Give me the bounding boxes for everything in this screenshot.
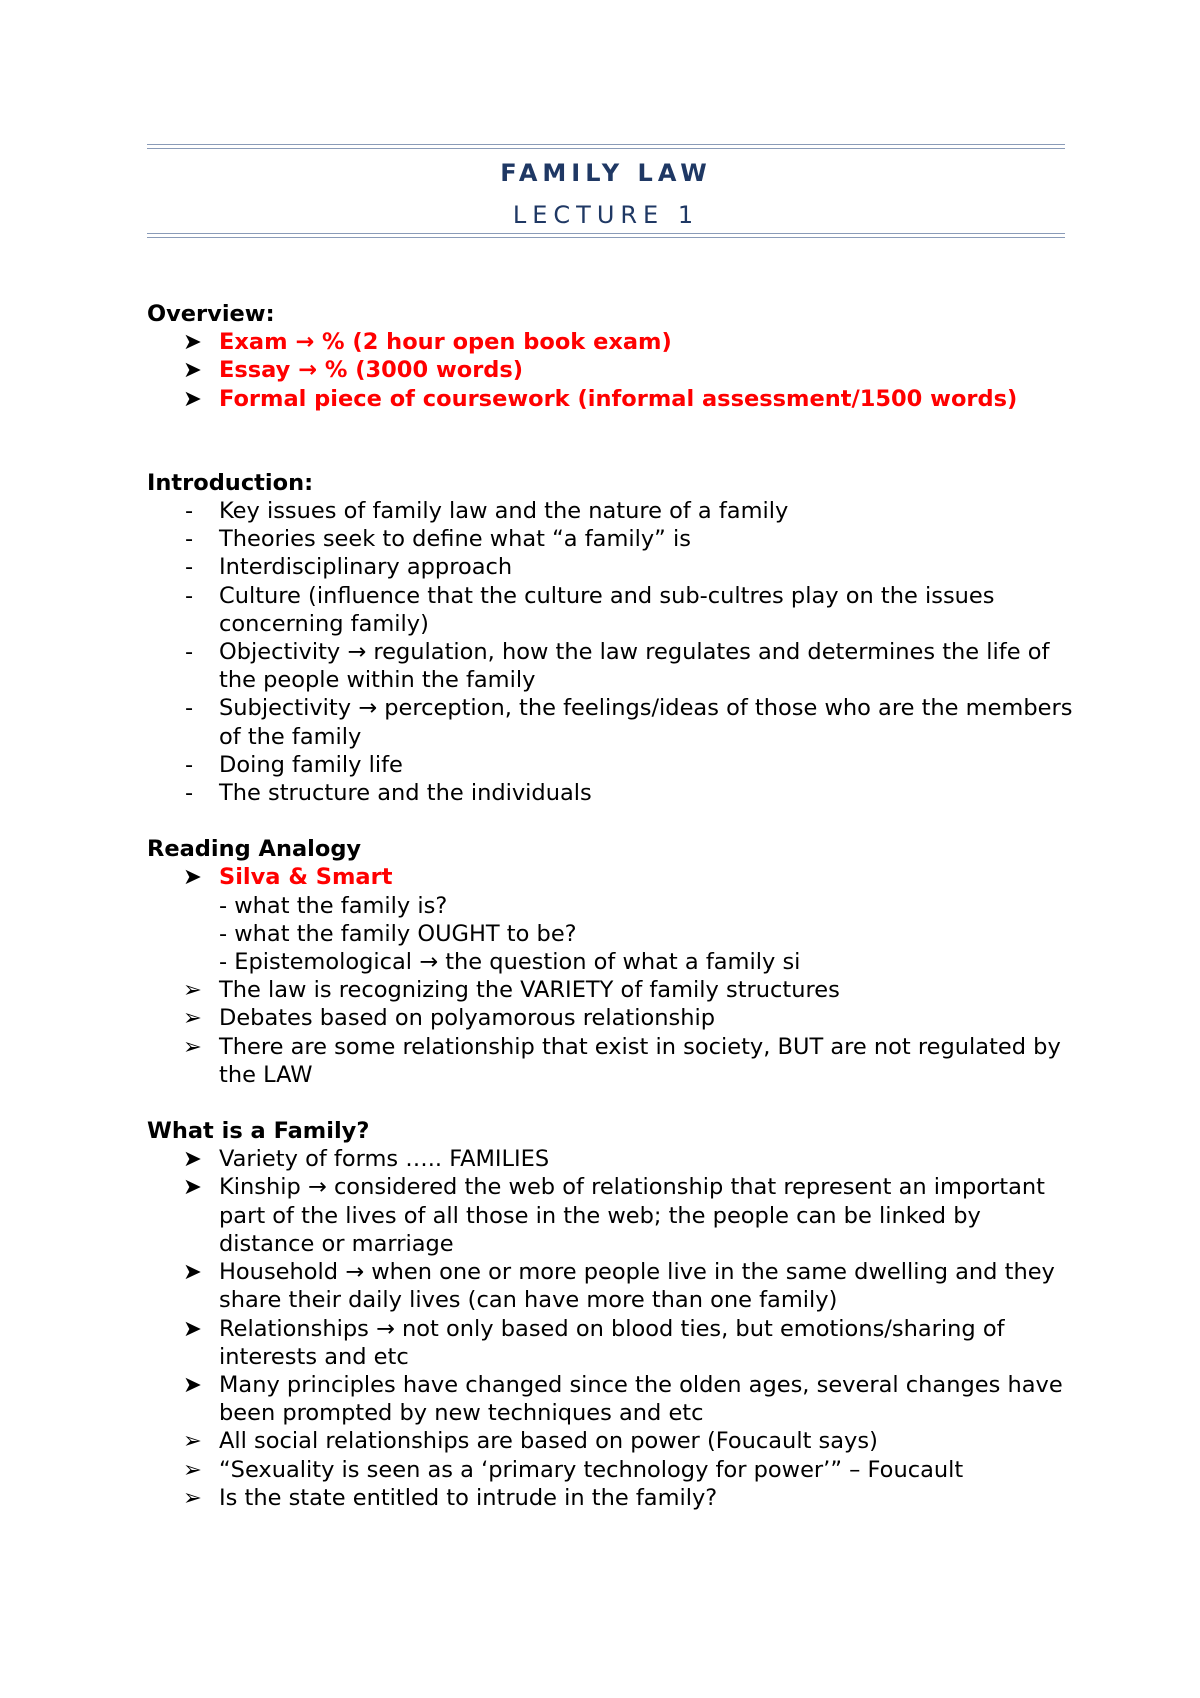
- introduction-item: [147, 638, 1077, 694]
- introduction-item: [147, 497, 1077, 525]
- dash-bullet-icon: -: [185, 780, 194, 807]
- arrow-outline-bullet-icon: ➢: [183, 977, 202, 1004]
- introduction-item-text: Interdisciplinary approach: [219, 554, 513, 581]
- arrow-outline-bullet-icon: ➢: [183, 1456, 202, 1483]
- overview-item-text: Exam → % (2 hour open book exam): [219, 329, 672, 356]
- family-item: [147, 1484, 1077, 1512]
- dash-bullet-icon: -: [185, 582, 194, 609]
- arrow-bullet-icon: ➤: [183, 1371, 202, 1398]
- introduction-item: [147, 751, 1077, 779]
- arrow-outline-bullet-icon: ➢: [183, 1005, 202, 1032]
- arrow-bullet-icon: ➤: [183, 1259, 202, 1286]
- introduction-item: [147, 694, 1077, 750]
- dash-bullet-icon: -: [185, 526, 194, 553]
- arrow-bullet-icon: ➤: [183, 1174, 202, 1201]
- doc-body: [147, 300, 1077, 1512]
- introduction-item-text: Key issues of family law and the nature of a family: [219, 498, 789, 525]
- introduction-item-text: Subjectivity → perception, the feelings/ideas of those who are the members of the family: [219, 695, 1073, 750]
- arrow-outline-bullet-icon: ➢: [183, 1484, 202, 1511]
- introduction-heading: Introduction:: [147, 469, 314, 496]
- reading-lead-item: [147, 863, 1077, 891]
- family-item-text: Household → when one or more people live in the same dwelling and they share their daily lives (can have more than one family): [219, 1259, 1055, 1314]
- family-item-text: “Sexuality is seen as a ‘primary technology for power’” – Foucault: [219, 1456, 964, 1483]
- family-item-text: Kinship → considered the web of relationship that represent an important part of the lives of all those in the web; the people can be linked by distance or marriage: [219, 1174, 1045, 1257]
- top-rule: [147, 144, 1065, 149]
- family-item-text: Many principles have changed since the olden ages, several changes have been prompted by new techniques and etc: [219, 1371, 1063, 1427]
- arrow-outline-bullet-icon: ➢: [183, 1428, 202, 1455]
- reading-item-text: There are some relationship that exist in society, BUT are not regulated by the LAW: [219, 1033, 1061, 1088]
- overview-item-text: Essay → % (3000 words): [219, 357, 524, 384]
- dash-bullet-icon: -: [185, 695, 194, 722]
- reading-subline: - Epistemological → the question of what a family si: [219, 949, 801, 976]
- family-item-text: All social relationships are based on power (Foucault says): [219, 1428, 878, 1455]
- dash-bullet-icon: -: [185, 751, 194, 778]
- reading-subline: - what the family OUGHT to be?: [219, 920, 577, 947]
- family-item: [147, 1173, 1077, 1258]
- arrow-outline-bullet-icon: ➢: [183, 1033, 202, 1060]
- reading-subline: - what the family is?: [219, 892, 448, 919]
- reading-item: [147, 976, 1077, 1004]
- arrow-bullet-icon: ➤: [183, 385, 202, 412]
- family-item: [147, 1145, 1077, 1173]
- family-item-text: Is the state entitled to intrude in the family?: [219, 1484, 718, 1511]
- dash-bullet-icon: -: [185, 498, 194, 525]
- overview-item: [147, 328, 1077, 356]
- family-item-text: Variety of forms ….. FAMILIES: [219, 1146, 550, 1173]
- reading-item: [147, 1004, 1077, 1032]
- introduction-item: [147, 525, 1077, 553]
- arrow-bullet-icon: ➤: [183, 329, 202, 356]
- overview-item-text: Formal piece of coursework (informal assessment/1500 words): [219, 385, 1018, 412]
- family-item-text: Relationships → not only based on blood ties, but emotions/sharing of interests and etc: [219, 1315, 1005, 1370]
- dash-bullet-icon: -: [185, 639, 194, 666]
- doc-title: FAMILY LAW: [500, 159, 712, 187]
- arrow-bullet-icon: ➤: [183, 864, 202, 891]
- overview-item: [147, 385, 1077, 413]
- family-item: [147, 1315, 1077, 1371]
- introduction-item: [147, 553, 1077, 581]
- arrow-bullet-icon: ➤: [183, 357, 202, 384]
- reading-item-text: Debates based on polyamorous relationship: [219, 1005, 716, 1032]
- family-item: [147, 1427, 1077, 1455]
- introduction-item: [147, 582, 1077, 638]
- family-item: [147, 1258, 1077, 1314]
- reading-item: [147, 1033, 1077, 1089]
- introduction-item-text: Culture (influence that the culture and sub-cultres play on the issues concerning family): [219, 582, 995, 637]
- overview-heading: Overview:: [147, 301, 275, 327]
- reading-heading: Reading Analogy: [147, 836, 362, 863]
- overview-item: [147, 356, 1077, 384]
- dash-bullet-icon: -: [185, 554, 194, 581]
- reading-item-text: The law is recognizing the VARIETY of family structures: [219, 977, 840, 1004]
- reading-lead-text: Silva & Smart: [219, 864, 393, 891]
- arrow-bullet-icon: ➤: [183, 1315, 202, 1342]
- introduction-item-text: Theories seek to define what “a family” is: [219, 526, 691, 553]
- introduction-item: [147, 779, 1077, 807]
- introduction-item-text: Objectivity → regulation, how the law regulates and determines the life of the people within the family: [219, 639, 1050, 694]
- doc-subtitle: LECTURE 1: [512, 201, 700, 229]
- arrow-bullet-icon: ➤: [183, 1146, 202, 1173]
- introduction-item-text: Doing family life: [219, 751, 403, 778]
- family-item: [147, 1371, 1077, 1427]
- bottom-rule: [147, 233, 1065, 238]
- introduction-item-text: The structure and the individuals: [219, 780, 592, 807]
- family-heading: What is a Family?: [147, 1118, 370, 1145]
- family-item: [147, 1456, 1077, 1484]
